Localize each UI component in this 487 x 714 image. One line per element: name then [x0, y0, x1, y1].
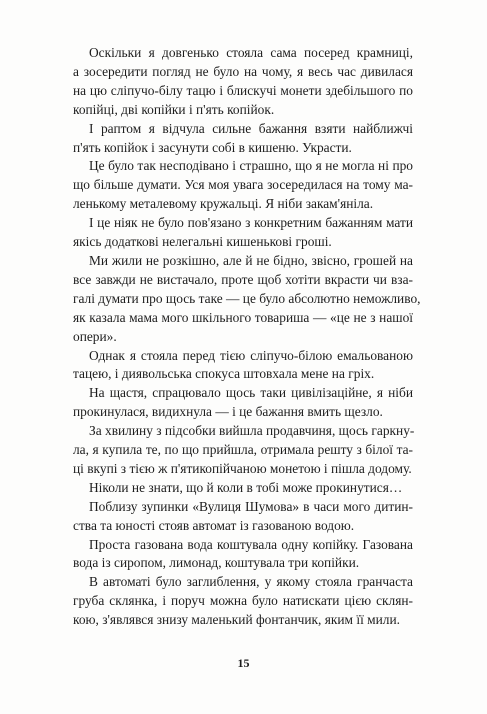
- text-line: на цю сліпучо-білу тацю і блискучі монети здебільшого по: [73, 82, 413, 98]
- text-line: опери».: [73, 328, 117, 344]
- paragraph: [73, 214, 413, 252]
- text-line: копійці, дві копійки і п'ять копійок.: [73, 101, 275, 117]
- text-line: І раптом я відчула сильне бажання взяти найближчі: [89, 120, 413, 136]
- paragraph: [73, 498, 413, 536]
- text-line: кою, з'являвся знизу маленький фонтанчик, яким її мили.: [73, 612, 401, 628]
- text-line: Поблизу зупинки «Вулиця Шумова» в часи мого дитин-: [89, 498, 413, 514]
- text-line: ці вкупі з тією ж п'ятикопійчаною монетою і пішла додому.: [73, 460, 412, 476]
- text-line: тацею, і диявольська спокуса штовхала мене на гріх.: [73, 366, 375, 382]
- paragraph: [73, 422, 413, 479]
- text-line: а зосередити погляд не було на чому, я весь час дивилася: [73, 63, 413, 79]
- text-line: Це було так несподівано і страшно, що я не могла ні про: [89, 158, 413, 174]
- text-line: прокинулася, видихнула — і це бажання вмить щезло.: [73, 404, 383, 420]
- text-line: І це ніяк не було пов'язано з конкретним бажанням мати: [89, 215, 413, 231]
- paragraph: [73, 479, 413, 498]
- paragraph: [73, 536, 413, 574]
- text-line: Ми жили не розкішно, але й не бідно, звісно, грошей на: [89, 252, 413, 268]
- text-line: вода із сиропом, лимонад, коштувала три копійки.: [73, 555, 360, 571]
- text-line: Ніколи не знати, що й коли в тобі може прокинутися…: [89, 479, 403, 495]
- text-line: ла, я купила те, по що прийшла, отримала решту з білої та-: [73, 442, 413, 458]
- text-line: ленькому металевому кружальці. Я ніби закам'яніла.: [73, 196, 374, 212]
- text-line: На щастя, спрацювало щось таки цивілізаційне, я ніби: [89, 385, 413, 401]
- text-line: як казала мама мого шкільного товариша — «це не з нашої: [73, 309, 413, 325]
- paragraph: [73, 44, 413, 120]
- text-line: Проста газована вода коштувала одну копійку. Газована: [89, 536, 413, 552]
- text-line: п'ять копійок і засунути собі в кишеню. Украсти.: [73, 139, 352, 155]
- text-line: якісь додаткові нелегальні кишенькові гроші.: [73, 234, 332, 250]
- text-line: що більше думати. Уся моя увага зосередилася на тому ма-: [73, 177, 413, 193]
- paragraph: [73, 157, 413, 214]
- text-line: Однак я стояла перед тією сліпучо-білою емальованою: [89, 347, 413, 363]
- page-number: 15: [237, 656, 250, 670]
- paragraph: [73, 252, 421, 347]
- paragraph: [73, 347, 413, 385]
- text-line: В автоматі було заглиблення, у якому стояла гранчаста: [89, 574, 413, 590]
- paragraph: [73, 573, 413, 630]
- text-line: ства та юності стояв автомат із газованою водою.: [73, 517, 355, 533]
- text-line: галі думати про щось таке — це було абсолютно неможливо,: [73, 290, 421, 306]
- text-line: За хвилину з підсобки вийшла продавчиня, щось гаркну-: [89, 423, 415, 439]
- paragraph: [73, 384, 413, 422]
- text-line: все завжди не вистачало, проте щоб хотіти вкрасти чи взa-: [73, 271, 413, 287]
- paragraph: [73, 120, 413, 158]
- text-line: Оскільки я довгенько стояла сама посеред крамниці,: [89, 45, 413, 60]
- body-text: [73, 44, 421, 630]
- text-line: груба склянка, і поруч можна було натискати цією склян-: [73, 593, 413, 609]
